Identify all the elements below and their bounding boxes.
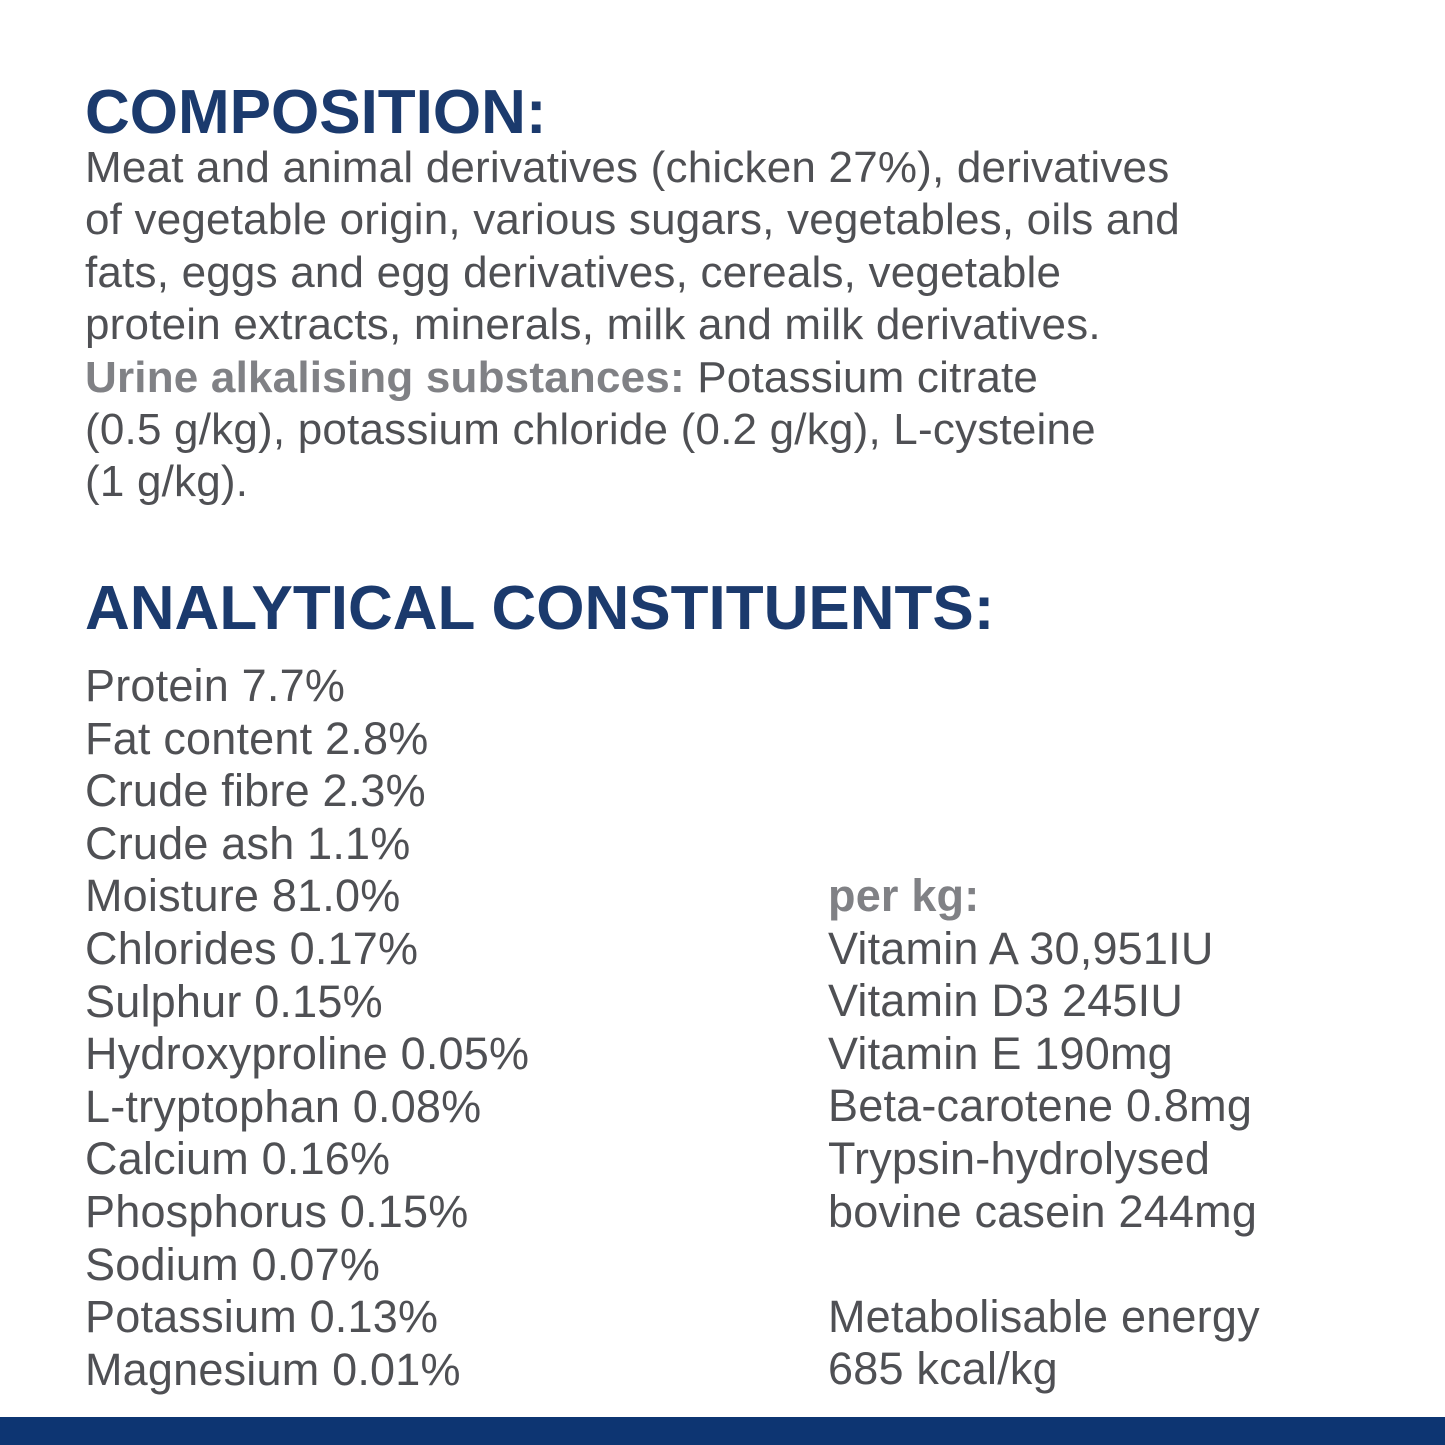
composition-heading: COMPOSITION: — [85, 78, 547, 147]
constituent-row: Sulphur 0.15% — [85, 975, 383, 1027]
constituent-row: Metabolisable energy — [828, 1290, 1260, 1342]
constituent-row: Sodium 0.07% — [85, 1238, 381, 1290]
constituent-row: Moisture 81.0% — [85, 870, 401, 922]
constituent-row: Vitamin D3 245IU — [828, 975, 1184, 1027]
composition-paragraph — [85, 142, 1180, 509]
constituent-row: Fat content 2.8% — [85, 712, 429, 764]
composition-line-rest: Potassium citrate — [684, 352, 1039, 402]
constituent-row: Trypsin-hydrolysed — [828, 1132, 1211, 1184]
constituent-row: Vitamin A 30,951IU — [828, 922, 1214, 974]
constituent-row: Potassium 0.13% — [85, 1291, 439, 1343]
composition-line: fats, eggs and egg derivatives, cereals, vegetable — [85, 247, 1062, 297]
constituent-row: L-tryptophan 0.08% — [85, 1080, 482, 1132]
constituent-row: Calcium 0.16% — [85, 1133, 391, 1185]
constituents-right-column — [828, 870, 1260, 1396]
constituents-left-column — [85, 660, 529, 1396]
constituent-row: Beta-carotene 0.8mg — [828, 1080, 1253, 1132]
constituent-row: Magnesium 0.01% — [85, 1343, 461, 1395]
constituent-row: Crude fibre 2.3% — [85, 765, 426, 817]
constituent-row: bovine casein 244mg — [828, 1185, 1258, 1237]
urine-alkalising-bold-label: Urine alkalising substances: — [85, 352, 685, 402]
composition-line — [85, 352, 1180, 404]
composition-line: (1 g/kg). — [85, 457, 249, 507]
per-kg-heading: per kg: — [828, 870, 980, 921]
bottom-navy-bar — [0, 1417, 1445, 1445]
analytical-constituents-heading: ANALYTICAL CONSTITUENTS: — [85, 574, 995, 643]
constituent-row: 685 kcal/kg — [828, 1343, 1058, 1395]
composition-line: of vegetable origin, various sugars, vegetables, oils and — [85, 195, 1180, 245]
constituent-row: Vitamin E 190mg — [828, 1027, 1173, 1079]
composition-line: (0.5 g/kg), potassium chloride (0.2 g/kg), L-cysteine — [85, 405, 1096, 455]
constituent-row: Phosphorus 0.15% — [85, 1185, 469, 1237]
constituent-row: Protein 7.7% — [85, 660, 346, 711]
constituent-row: Crude ash 1.1% — [85, 817, 411, 869]
constituent-row: Chlorides 0.17% — [85, 922, 419, 974]
composition-line: protein extracts, minerals, milk and milk derivatives. — [85, 300, 1101, 350]
composition-line: Meat and animal derivatives (chicken 27%), derivatives — [85, 143, 1170, 192]
constituent-row: Hydroxyproline 0.05% — [85, 1028, 530, 1080]
blank-row — [828, 1238, 1260, 1291]
